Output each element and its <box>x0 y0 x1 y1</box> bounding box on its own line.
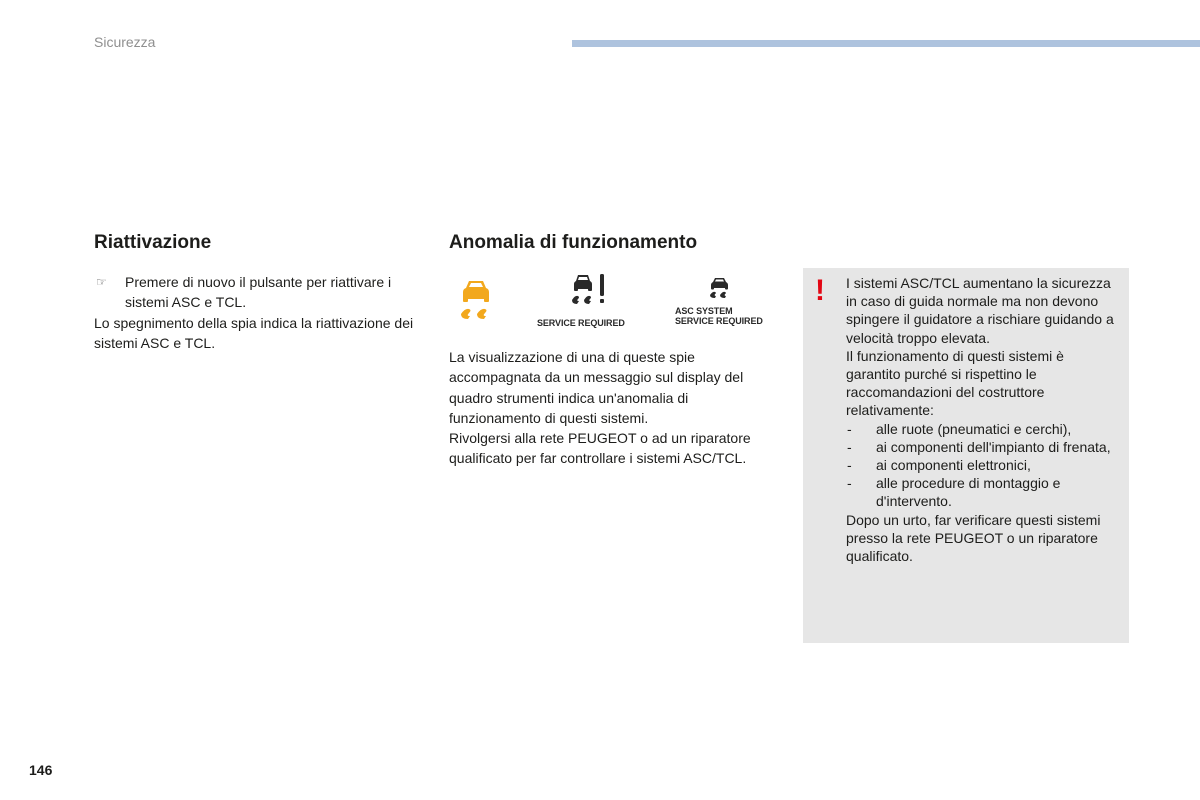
reactivation-title: Riattivazione <box>94 232 212 253</box>
malfunction-section <box>449 230 769 256</box>
asc-system-service-required-icon <box>675 276 785 326</box>
page-number: 146 <box>29 762 53 778</box>
service-required-label-2: SERVICE REQUIRED <box>675 316 763 326</box>
warning-list-item: - ai componenti dell'impianto di frenata, <box>847 438 1111 455</box>
malfunction-text <box>449 347 769 469</box>
bullet-item <box>94 272 424 313</box>
malfunction-paragraph-2: Rivolgersi alla rete PEUGEOT o ad un riparatore qualificato per far controllare i sistemi ASC/TCL. <box>449 430 751 467</box>
section-label: Sicurezza <box>94 34 156 50</box>
warning-content <box>846 274 1116 565</box>
warning-paragraph: Il funzionamento di questi sistemi è garantito purché si rispettino le raccomandazioni del costruttore relativamente: <box>846 347 1064 419</box>
header-bar <box>572 40 1200 47</box>
warning-list-item: - ai componenti elettronici, <box>847 457 1031 474</box>
exclamation-warning-icon: ! <box>815 274 825 307</box>
reactivation-section <box>94 230 424 353</box>
service-required-label: SERVICE REQUIRED <box>537 318 625 328</box>
malfunction-title: Anomalia di funzionamento <box>449 232 698 253</box>
warning-list-item: - alle procedure di montaggio e d'intervento. <box>847 475 1061 510</box>
warning-intro: I sistemi ASC/TCL aumentano la sicurezza in caso di guida normale ma non devono spingere il guidatore a rischiare guidando a velocità troppo elevata. <box>846 275 1114 346</box>
warning-list-item: - alle ruote (pneumatici e cerchi), <box>847 420 1072 437</box>
bullet-text: Premere di nuovo il pulsante per riattivare i sistemi ASC e TCL. <box>125 274 392 311</box>
warning-closing: Dopo un urto, far verificare questi sistemi presso la rete PEUGEOT o un riparatore qualificato. <box>846 511 1101 565</box>
warning-lamps-row <box>449 272 779 332</box>
pointing-hand-icon: ☞ <box>96 275 107 289</box>
reactivation-paragraph: Lo spegnimento della spia indica la riattivazione dei sistemi ASC e TCL. <box>94 314 414 351</box>
asc-tcl-warning-lamp-icon <box>457 278 497 327</box>
asc-system-label: ASC SYSTEM <box>675 306 733 316</box>
asc-service-required-icon <box>537 272 647 328</box>
warning-box <box>803 268 1129 643</box>
malfunction-paragraph-1: La visualizzazione di una di queste spie accompagnata da un messaggio sul display del quadro strumenti indica un'anomalia di funzionamento di questi sistemi. <box>449 349 744 426</box>
